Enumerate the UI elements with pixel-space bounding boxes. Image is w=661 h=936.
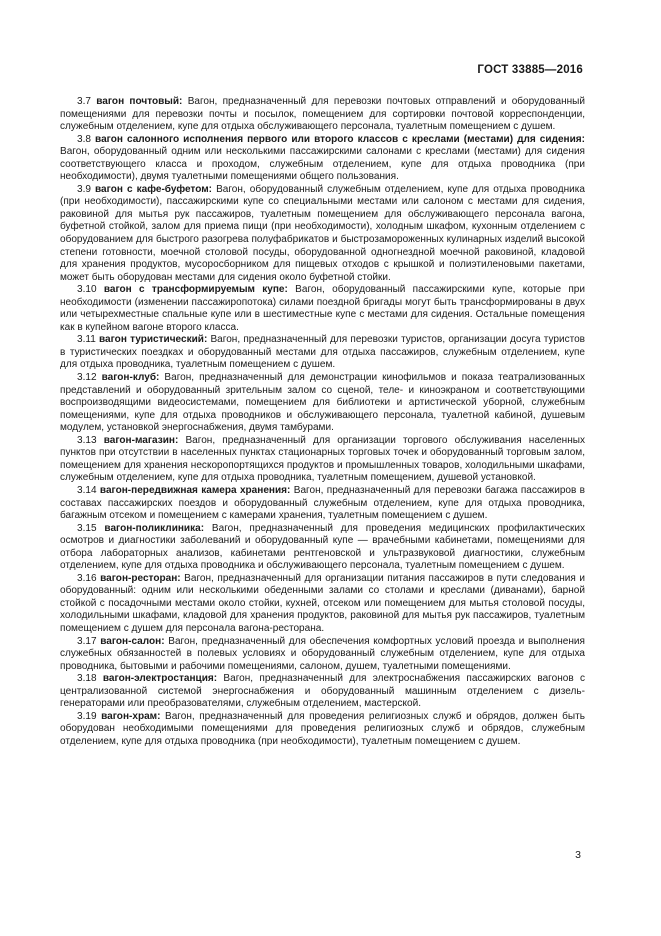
page-number: 3 [575,849,581,861]
section-number: 3.12 [77,372,97,384]
section-number: 3.14 [77,484,97,496]
definition-paragraph [60,485,585,523]
definition-text: Вагон, оборудованный одним или несколькими пассажирскими салонами с креслами (местами) для сидения соответствующего класса и проходом, служебным отделением, купе для отдыха проводника (при необходимости), двумя туалетными помещениями общего пользования. [60,146,585,183]
definition-paragraph [60,711,585,749]
definition-paragraph [60,96,585,134]
definition-text: Вагон, предназначенный для организации торгового обслуживания населенных пунктов при отсутствии в населенных пунктах стационарных торговых точек и оборудованный торговым залом, помещением для хранения нескоропортящихся продуктов и промышленных товаров, холодильными шкафами, служебным отделением, купе для отдыха проводника, туалетным помещением, душевой установкой. [60,434,586,484]
term: вагон-поликлиника: [104,522,205,534]
definition-paragraph [60,523,585,573]
section-number: 3.15 [77,522,97,534]
section-number: 3.10 [77,284,97,296]
term: вагон с кафе-буфетом: [95,183,213,195]
definition-text: Вагон, предназначенный для проведения религиозных служб и обрядов, должен быть оборудован необходимыми помещениями для проведения религиозных служб и обрядов, служебным отделением, купе для отдыха проводника (при необходимости), туалетным помещением с душем. [60,710,585,747]
definition-paragraph [60,573,585,636]
term: вагон-передвижная камера хранения: [99,484,291,496]
document-body [60,96,585,748]
definition-paragraph [60,134,585,184]
section-number: 3.19 [77,710,97,722]
section-number: 3.8 [77,133,91,145]
term: вагон с трансформируемым купе: [103,284,288,296]
definition-paragraph [60,435,585,485]
section-number: 3.7 [77,96,91,107]
definition-paragraph [60,184,585,284]
definition-text: Вагон, предназначенный для перевозки багажа пассажиров в составах пассажирских поездов и оборудованный служебным отделением, купе для отдыха проводника, багажным отсеком и помещением с камерами хранения, туалетным помещением с душем. [60,484,586,522]
term: вагон-храм: [101,710,161,722]
definition-paragraph [60,636,585,674]
term: вагон-электростанция: [102,673,218,685]
term: вагон почтовый: [96,96,183,107]
term: вагон салонного исполнения первого или второго классов с креслами (местами) для сидения: [95,133,585,145]
definition-text: Вагон, оборудованный служебным отделением, купе для отдыха проводника (при необходимости), пассажирскими купе со специальными местами или салоном с местами для сидения, раковиной для мытья рук пассажиров, туалетным помещением для обслуживающего персонала вагона, буфетной стойкой, залом для приема пищи (при необходимости), холодным шкафом, кухонным отделением с оборудованием для быстрого разогрева полуфабрикатов и быстрозамороженных кулинарных изделий высокой степени готовности, моечной столовой посуды, оборудованной одногнездной моечной раковиной, кладовой для хранения продуктов, мусоросборником для пищевых отходов с крышкой и полиэтиленовыми пакетами, может быть оборудован местами для сидения около буфетной стойки. [60,183,585,283]
section-number: 3.18 [77,673,97,685]
document-header: ГОСТ 33885—2016 [477,64,583,76]
section-number: 3.11 [77,334,96,346]
definition-paragraph [60,673,585,711]
definition-text: Вагон, предназначенный для перевозки почтовых отправлений и оборудованный помещениями для перевозки почты и посылок, помещением для сортировки почтовой корреспонденции, служебным отделением, купе для отдыха обслуживающего персонала, туалетным помещением с душем. [60,96,586,133]
term: вагон-салон: [100,635,165,647]
section-number: 3.16 [77,572,97,584]
definition-text: Вагон, предназначенный для демонстрации кинофильмов и показа театрализованных представлений и оборудованный зрительным залом со сценой, теле- и киноэкраном и соответствующими воспроизводящими видеосистемами, помещением для библиотеки и артистической уборной, служебным помещениями, купе для отдыха проводников и обслуживающего персонала, туалетной кабиной, душевым модулем, установкой энергоснабжения, двумя тамбурами. [60,372,586,434]
definition-text: Вагон, оборудованный пассажирскими купе, которые при необходимости (изменении пассажиропотока) силами поездной бригады могут быть трансформированы в двух или четырехместные спальные купе или в шестиместные купе с местами для сидения. Остальные помещения как в купейном вагоне второго класса. [60,284,586,333]
term: вагон-ресторан: [100,572,181,584]
definition-paragraph [60,372,585,435]
definition-text: Вагон, предназначенный для обеспечения комфортных условий проезда и выполнения служебных обязанностей в полевых условиях и оборудованный служебным отделением, купе для отдыха проводника, бытовыми и рабочими помещениями, салоном, душем, туалетными помещениями. [60,635,585,672]
section-number: 3.9 [77,183,91,195]
definition-paragraph [60,284,585,334]
term: вагон-клуб: [101,372,160,384]
definition-paragraph [60,334,585,372]
term: вагон-магазин: [103,434,179,446]
definition-text: Вагон, предназначенный для проведения медицинских профилактических осмотров и диагностики заболеваний и оборудованный купе — врачебными кабинетами, помещениями для отбора лабораторных анализов, кабинетами рентгеновской и ультразвуковой диагностики, служебным отделением, купе для отдыха проводника и обслуживающего персонала, туалетным помещением с душем. [60,522,585,572]
definition-text: Вагон, предназначенный для организации питания пассажиров в пути следования и оборудованный: одним или несколькими обеденными залами со столами и креслами (диванами), барной стойкой с посадочными местами около стойки, кухней, отсеком или помещением для мытья столовой посуды, холодильными шкафами, кладовой для хранения продуктов, раковиной для мытья рук пассажиров, туалетным помещением с душем для персонала вагона-ресторана. [60,572,586,634]
section-number: 3.13 [77,434,97,446]
definition-text: Вагон, предназначенный для перевозки туристов, организации досуга туристов в туристических поездках и оборудованный местами для отдыха пассажиров, служебным отделением, купе для отдыха проводника, туалетным помещением с душем. [60,334,586,371]
definition-text: Вагон, предназначенный для электроснабжения пассажирских вагонов с централизованной системой энергоснабжения и оборудованный машинным отделением с дизель-генераторами или преобразователями, служебным отделением, мастерской. [60,673,586,710]
term: вагон туристический: [99,334,208,346]
section-number: 3.17 [77,635,97,647]
